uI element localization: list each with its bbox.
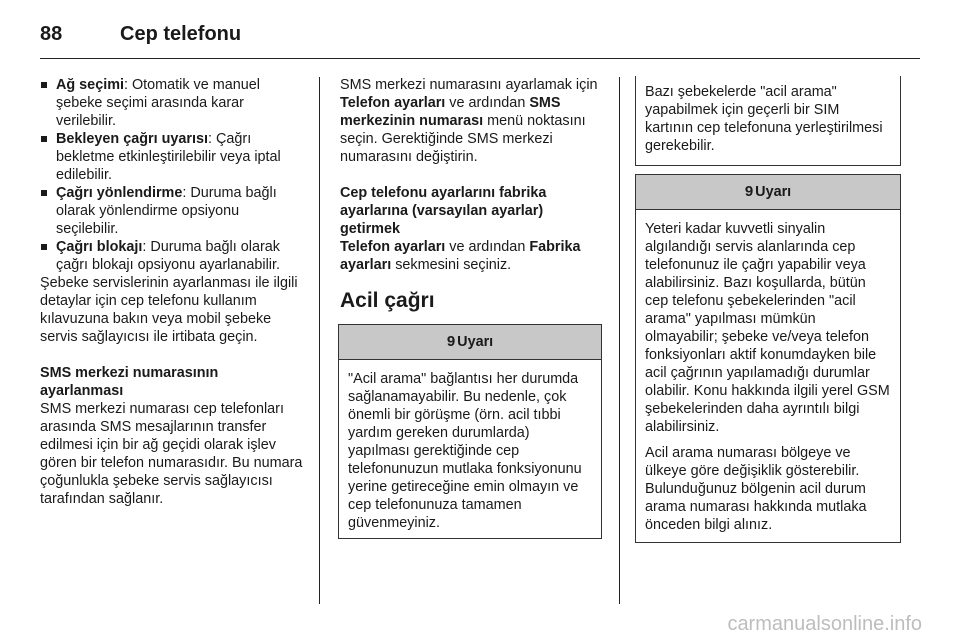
bullet-text: : Duruma bağlı olarak çağrı blokajı opsiyonu ayarlanabilir.	[56, 239, 280, 273]
page-title: Cep telefonu	[120, 22, 242, 45]
warning-icon: 9	[446, 333, 456, 350]
warning-box-header	[339, 325, 601, 360]
info-box-body	[636, 76, 900, 165]
warning-title: Uyarı	[755, 184, 792, 200]
column-2	[340, 76, 602, 539]
warning-box-body	[636, 210, 900, 542]
bullet-square-icon	[41, 244, 47, 250]
network-services-paragraph: Şebeke servislerinin ayarlanması ile ilgili detaylar için cep telefonu kullanım kılavuzuna bakın veya mobil şebeke servis sağlayıcısı ile irtibata geçin.	[40, 275, 298, 345]
menu-term-factory-settings: Fabrika ayarları	[340, 239, 581, 273]
bullet-square-icon	[41, 190, 47, 196]
warning-box-header	[636, 175, 900, 210]
bullet-call-forwarding	[40, 184, 304, 238]
text-run: SMS merkezi numarasını ayarlamak için	[340, 77, 598, 93]
warning-box	[635, 174, 901, 543]
watermark: carmanualsonline.info	[727, 613, 922, 635]
bullet-text: : Çağrı bekletme etkinleştirilebilir veya iptal edilebilir.	[56, 131, 281, 183]
bullet-square-icon	[41, 82, 47, 88]
sms-setup-paragraph	[340, 76, 602, 166]
bullet-term: Çağrı blokajı	[56, 239, 143, 255]
bullet-square-icon	[41, 136, 47, 142]
page-number: 88	[40, 22, 63, 45]
section-title-emergency-call: Acil çağrı	[340, 289, 435, 312]
header-rule	[40, 58, 920, 59]
sms-center-heading: SMS merkezi numarasının ayarlanması	[40, 365, 219, 399]
text-run: ve ardından	[445, 239, 530, 255]
text-run: menü noktasını seçin. Gerektiğinde SMS merkezi numarasını değiştirin.	[340, 113, 586, 165]
info-box	[635, 76, 901, 166]
bullet-term: Ağ seçimi	[56, 77, 124, 93]
text-run: ve ardından	[445, 95, 530, 111]
bullet-network-selection	[40, 76, 304, 130]
bullet-call-blocking	[40, 238, 304, 274]
warning-text-emergency-number: Acil arama numarası bölgeye ve ülkeye göre değişiklik gösterebilir. Bulunduğunuz bölgenin acil durum arama numarası hakkında mutlaka önceden bilgi alınız.	[645, 445, 867, 533]
column-divider-1	[319, 77, 320, 604]
factory-reset-paragraph	[340, 238, 602, 274]
warning-text: "Acil arama" bağlantısı her durumda sağlanamayabilir. Bu nedenle, çok önemli bir görüşme (örn. acil tıbbi yardım gereken durumlarda) yapılması gerektiğinde cep telefonunuzun mutlaka fonksiyonunu yerine getireceğine emin olmayın ve cep telefonunuza tamamen güvenmeyiniz.	[348, 371, 582, 531]
page-header	[40, 18, 241, 50]
bullet-text: : Duruma bağlı olarak yönlendirme opsiyonu seçilebilir.	[56, 185, 277, 237]
menu-term-phone-settings: Telefon ayarları	[340, 95, 446, 111]
menu-term-sms-center-number: SMS merkezinin numarası	[340, 95, 561, 129]
warning-icon: 9	[744, 183, 754, 200]
bullet-call-waiting	[40, 130, 304, 184]
column-3	[637, 76, 901, 543]
bullet-term: Çağrı yönlendirme	[56, 185, 183, 201]
warning-box	[338, 324, 602, 539]
warning-title: Uyarı	[457, 334, 494, 350]
bullet-term: Bekleyen çağrı uyarısı	[56, 131, 208, 147]
factory-reset-heading: Cep telefonu ayarlarını fabrika ayarlarına (varsayılan ayarlar) getirmek	[340, 185, 547, 237]
warning-box-body	[339, 360, 601, 538]
warning-text: Yeteri kadar kuvvetli sinyalin algılandığı servis alanlarında cep telefonunuz ile çağrı yapabilir veya alabilirsiniz. Bazı koşullarda, bütün cep telefonu şebekelerinden "acil arama" yapılması mümkün olmayabilir; şebeke ve/veya telefon fonksiyonları aktif konumdayken bile acil çağrının yapılamadığı durumlar olabilir. Konu hakkında ilgili yerel GSM şebekelerinden daha ayrıntılı bilgi alabilirsiniz.	[645, 221, 890, 435]
menu-term-phone-settings: Telefon ayarları	[340, 239, 446, 255]
column-divider-2	[619, 77, 620, 604]
sim-card-paragraph: Bazı şebekelerde "acil arama" yapabilmek için geçerli bir SIM kartının cep telefonuna yerleştirilmesi gerekebilir.	[645, 84, 883, 154]
bullet-text: : Otomatik ve manuel şebeke seçimi arasında karar verilebilir.	[56, 77, 260, 129]
column-1	[40, 76, 304, 508]
sms-center-paragraph: SMS merkezi numarası cep telefonları arasında SMS mesajlarının transfer edilmesi için bir ağ geçidi olarak işlev gören bir telefon numarasıdır. Bu numara çoğunlukla şebeke servis sağlayıcısı tarafından sağlanır.	[40, 401, 303, 507]
text-run: sekmesini seçiniz.	[391, 257, 512, 273]
